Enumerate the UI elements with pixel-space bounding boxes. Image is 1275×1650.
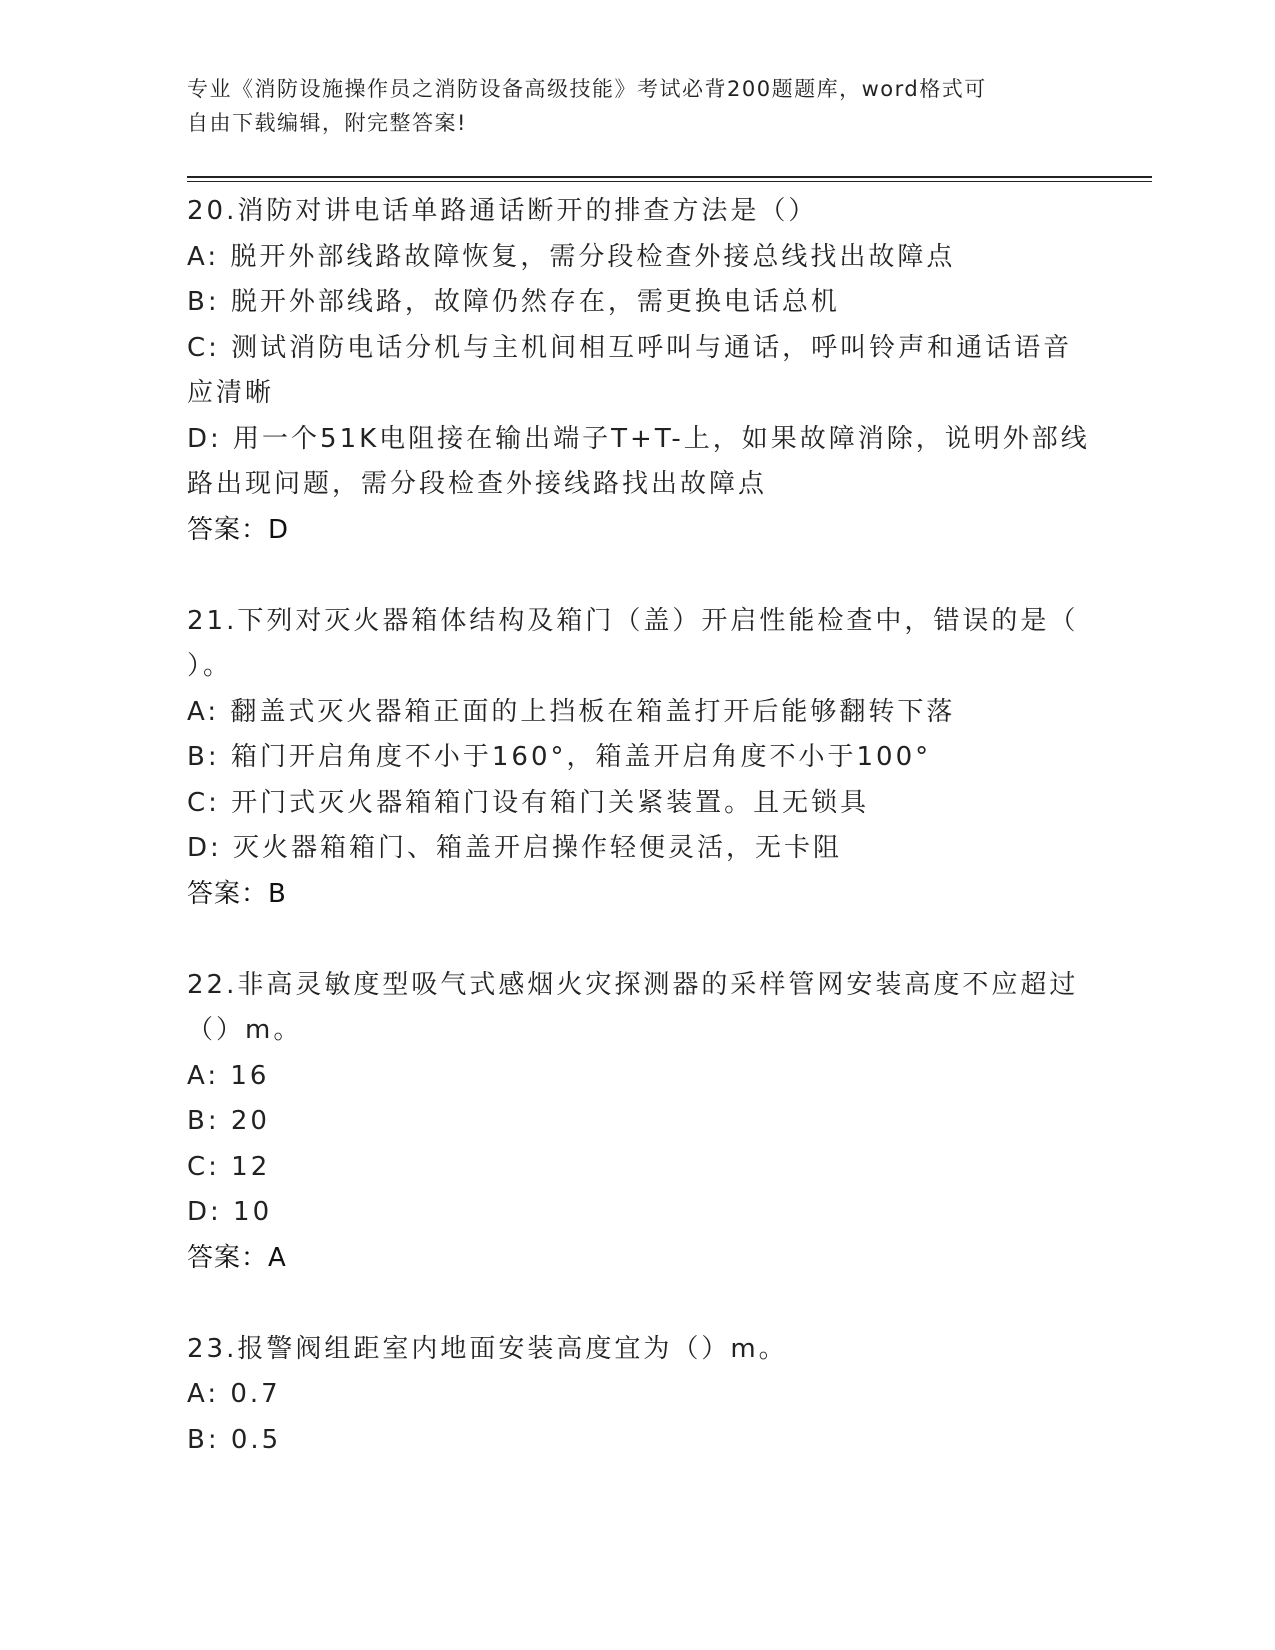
- option-a: A: 脱开外部线路故障恢复，需分段检查外接总线找出故障点: [187, 241, 956, 272]
- question-block: [187, 599, 1087, 918]
- option-c: C: 12: [187, 1151, 271, 1182]
- question-list: [187, 189, 1090, 1463]
- option-a: A: 翻盖式灭火器箱正面的上挡板在箱盖打开后能够翻转下落: [187, 696, 956, 727]
- header-divider-thick: [187, 176, 1152, 178]
- answer-label: 答案：A: [187, 1242, 287, 1273]
- question-block: [187, 189, 1090, 553]
- header-divider-thin: [187, 181, 1152, 182]
- question-text: 23.报警阀组距室内地面安装高度宜为（）m。: [187, 1333, 788, 1364]
- spacer: [187, 917, 1087, 963]
- question-text-continued: ）。: [187, 651, 233, 681]
- option-d: D: 10: [187, 1197, 273, 1227]
- option-a: A: 0.7: [187, 1379, 281, 1409]
- question-text: 21.下列对灭火器箱体结构及箱门（盖）开启性能检查中，错误的是（: [187, 605, 1079, 636]
- question-text: 22.非高灵敏度型吸气式感烟火灾探测器的采样管网安装高度不应超过: [187, 969, 1079, 1000]
- option-c: C: 开门式灭火器箱箱门设有箱门关紧装置。且无锁具: [187, 787, 870, 818]
- option-d-continued: 路出现问题，需分段检查外接线路找出故障点: [187, 469, 768, 499]
- option-d: D: 用一个51K电阻接在输出端子T+T-上，如果故障消除，说明外部线: [187, 423, 1090, 454]
- answer-label: 答案：B: [187, 878, 287, 909]
- document-header: [187, 72, 1087, 140]
- option-b: B: 箱门开启角度不小于160°，箱盖开启角度不小于100°: [187, 742, 932, 772]
- option-a: A: 16: [187, 1060, 270, 1091]
- option-b: B: 脱开外部线路，故障仍然存在，需更换电话总机: [187, 287, 840, 317]
- option-b: B: 0.5: [187, 1424, 282, 1455]
- header-line-2: 自由下载编辑，附完整答案!: [187, 111, 467, 135]
- question-text: 20.消防对讲电话单路通话断开的排查方法是（）: [187, 196, 818, 226]
- question-text-continued: （）m。: [187, 1015, 303, 1045]
- header-line-1: 专业《消防设施操作员之消防设备高级技能》考试必背200题题库，word格式可: [187, 77, 987, 101]
- question-block: [187, 1327, 1087, 1464]
- answer-label: 答案：D: [187, 514, 290, 545]
- question-block: [187, 963, 1087, 1282]
- option-c: C: 测试消防电话分机与主机间相互呼叫与通话，呼叫铃声和通话语音: [187, 332, 1073, 363]
- spacer: [187, 1281, 1087, 1327]
- option-c-continued: 应清晰: [187, 378, 275, 408]
- option-d: D: 灭火器箱箱门、箱盖开启操作轻便灵活，无卡阻: [187, 833, 843, 863]
- spacer: [187, 553, 1087, 599]
- option-b: B: 20: [187, 1106, 270, 1136]
